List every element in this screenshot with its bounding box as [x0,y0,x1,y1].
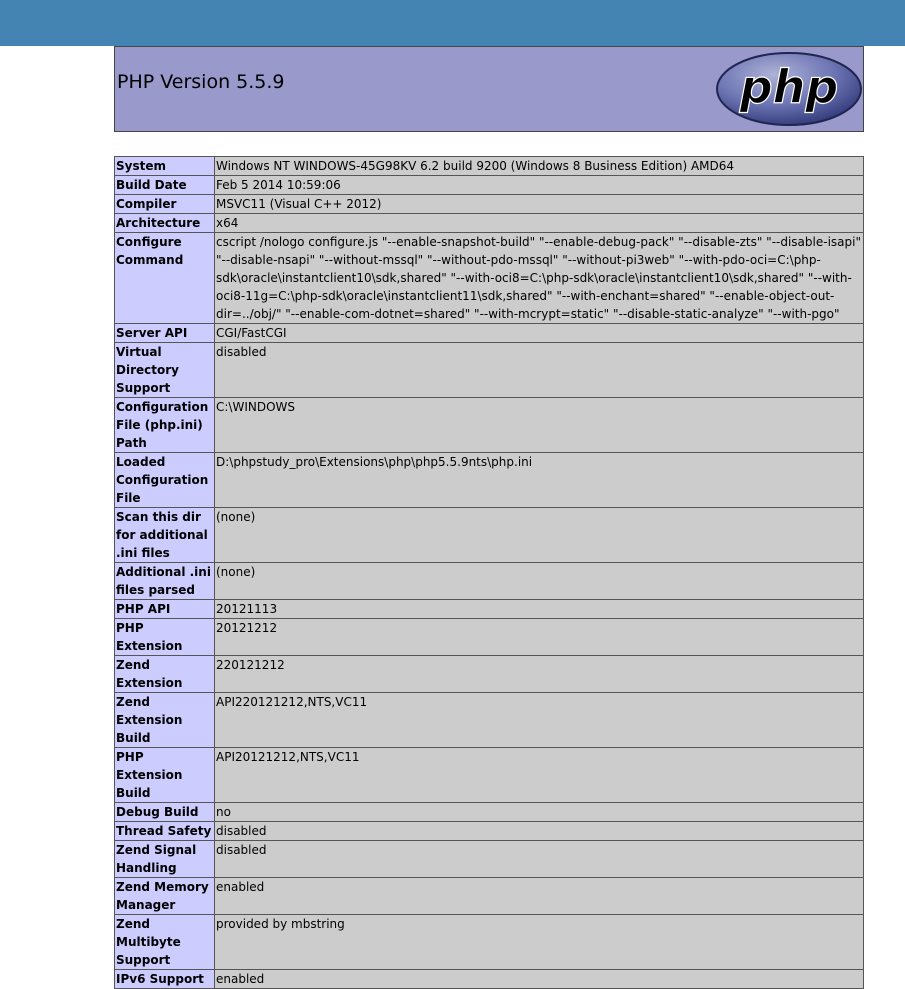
row-label: Zend Multibyte Support [115,915,215,970]
table-row [115,915,864,970]
table-row [115,878,864,915]
row-label: Virtual Directory Support [115,343,215,398]
php-logo-icon [715,51,863,127]
row-label: IPv6 Support [115,970,215,989]
top-bar [0,0,905,46]
row-value: disabled [215,343,864,398]
php-info-table [114,156,864,989]
row-label: Server API [115,324,215,343]
row-value: 220121212 [215,656,864,693]
table-row [115,656,864,693]
row-value: cscript /nologo configure.js "--enable-snapshot-build" "--enable-debug-pack" "--disable-zts" "--disable-isapi" "--disable-nsapi" "--without-mssql" "--without-pdo-mssql" "--without-pi3web" "--with-pdo-oci=C:\php-sdk\oracle\instantclient10\sdk,shared" "--with-oci8=C:\php-sdk\oracle\instantclient10\sdk,shared" "--with-oci8-11g=C:\php-sdk\oracle\instantclient11\sdk,shared" "--with-enchant=shared" "--enable-object-out-dir=../obj/" "--enable-com-dotnet=shared" "--with-mcrypt=static" "--disable-static-analyze" "--with-pgo" [215,233,864,324]
row-value: (none) [215,563,864,600]
row-value: C:\WINDOWS [215,398,864,453]
row-label: Zend Memory Manager [115,878,215,915]
table-row [115,214,864,233]
table-row [115,970,864,989]
row-label: Configure Command [115,233,215,324]
row-label: Architecture [115,214,215,233]
table-row [115,822,864,841]
table-row [115,600,864,619]
table-row [115,693,864,748]
row-label: Compiler [115,195,215,214]
row-label: Debug Build [115,803,215,822]
row-value: D:\phpstudy_pro\Extensions\php\php5.5.9nts\php.ini [215,453,864,508]
row-value: disabled [215,822,864,841]
table-row [115,343,864,398]
row-label: Configuration File (php.ini) Path [115,398,215,453]
table-row [115,563,864,600]
row-value: CGI/FastCGI [215,324,864,343]
row-label: Loaded Configuration File [115,453,215,508]
table-row [115,619,864,656]
row-label: PHP Extension Build [115,748,215,803]
row-label: System [115,157,215,176]
row-value: MSVC11 (Visual C++ 2012) [215,195,864,214]
table-row [115,803,864,822]
table-row [115,841,864,878]
row-label: PHP Extension [115,619,215,656]
row-value: provided by mbstring [215,915,864,970]
row-value: enabled [215,970,864,989]
php-logo-text: php [739,60,839,114]
php-header [114,46,864,132]
table-row [115,195,864,214]
row-value: API20121212,NTS,VC11 [215,748,864,803]
row-label: Build Date [115,176,215,195]
row-value: 20121212 [215,619,864,656]
table-row [115,176,864,195]
row-value: no [215,803,864,822]
row-value: (none) [215,508,864,563]
table-row [115,508,864,563]
row-value: 20121113 [215,600,864,619]
row-label: Zend Extension [115,656,215,693]
page-title: PHP Version 5.5.9 [117,71,285,93]
row-label: Zend Extension Build [115,693,215,748]
row-value: Windows NT WINDOWS-45G98KV 6.2 build 9200 (Windows 8 Business Edition) AMD64 [215,157,864,176]
row-label: PHP API [115,600,215,619]
row-label: Thread Safety [115,822,215,841]
table-row [115,157,864,176]
table-row [115,233,864,324]
table-row [115,324,864,343]
row-value: Feb 5 2014 10:59:06 [215,176,864,195]
row-value: x64 [215,214,864,233]
row-value: enabled [215,878,864,915]
row-label: Zend Signal Handling [115,841,215,878]
table-row [115,453,864,508]
row-value: API220121212,NTS,VC11 [215,693,864,748]
row-label: Additional .ini files parsed [115,563,215,600]
row-value: disabled [215,841,864,878]
row-label: Scan this dir for additional .ini files [115,508,215,563]
table-row [115,398,864,453]
table-row [115,748,864,803]
